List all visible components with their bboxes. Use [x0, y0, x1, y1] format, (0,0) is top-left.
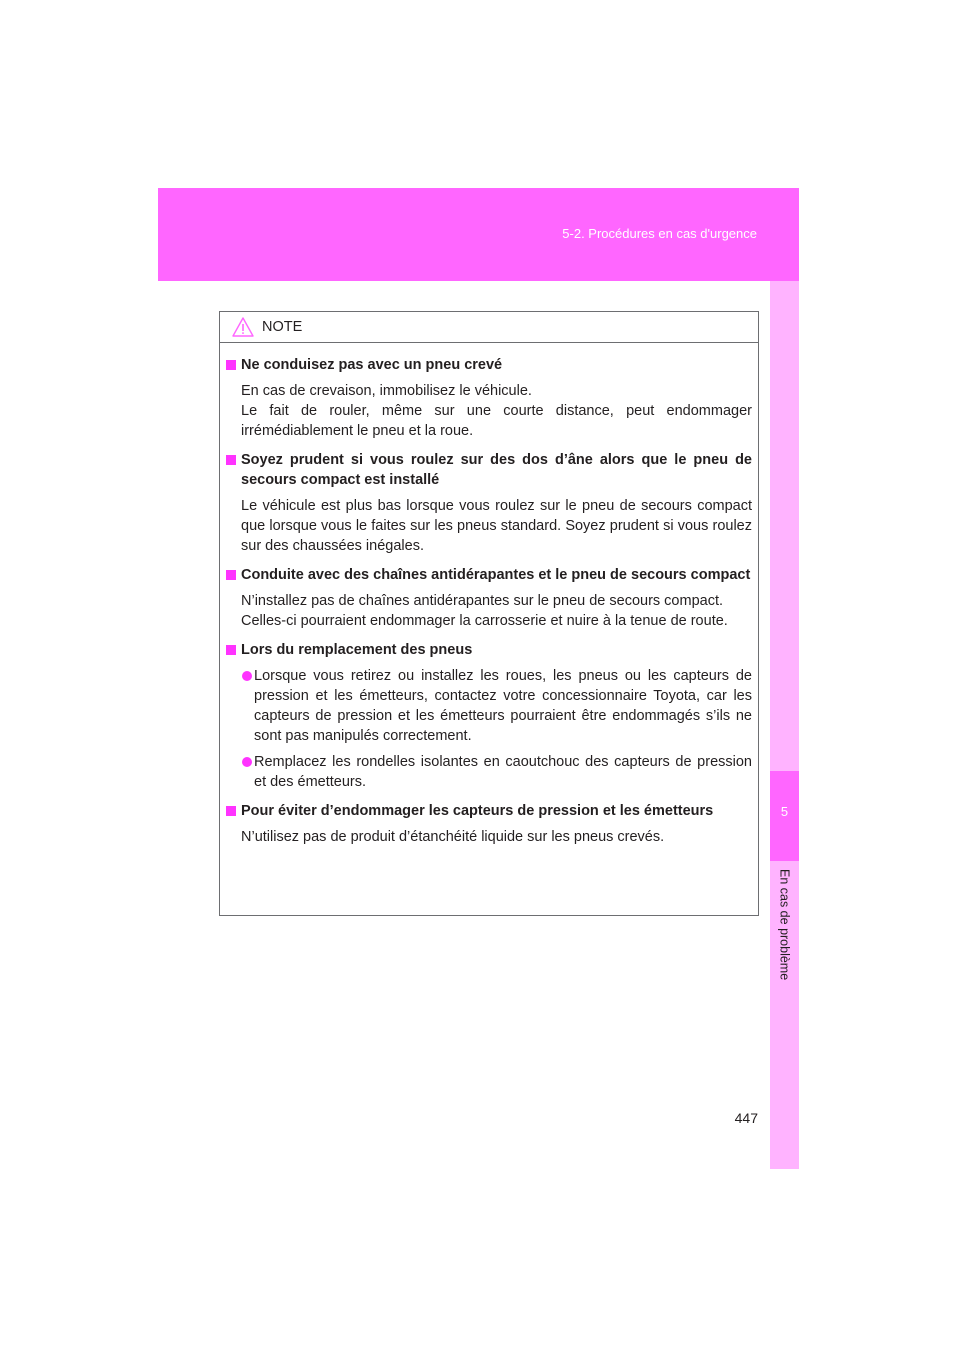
side-tab-upper: [770, 281, 799, 771]
note-box: [219, 311, 759, 916]
chapter-number: 5: [780, 804, 789, 819]
item-text: Le véhicule est plus bas lorsque vous roulez sur le pneu de secours compact que lorsque vous le faites sur les pneus standard. Soyez prudent si vous roulez sur des chaussées inégales.: [241, 498, 752, 554]
note-item: [226, 801, 752, 847]
item-bullet: Lorsque vous retirez ou installez les roues, les pneus ou les capteurs de pression et les émetteurs, contactez votre concessionnaire Toyota, car les capteurs de pression et les émetteurs pourraient être endommagés s’ils ne sont pas manipulés correctement.: [226, 666, 752, 746]
chapter-label: En cas de problème: [777, 869, 792, 981]
note-item: [226, 565, 752, 631]
item-heading: Conduite avec des chaînes antidérapantes et le pneu de secours compact: [226, 565, 752, 585]
note-body: [220, 343, 758, 847]
item-heading: Lors du remplacement des pneus: [226, 640, 752, 660]
circle-bullet-icon: [242, 757, 252, 767]
item-heading: Ne conduisez pas avec un pneu crevé: [226, 355, 752, 375]
item-heading: Soyez prudent si vous roulez sur des dos d’âne alors que le pneu de secours compact est installé: [226, 450, 752, 490]
note-item: [226, 355, 752, 441]
section-title: 5-2. Procédures en cas d'urgence: [562, 226, 757, 241]
square-bullet-icon: [226, 455, 236, 465]
square-bullet-icon: [226, 360, 236, 370]
note-title: NOTE: [262, 319, 303, 335]
square-bullet-icon: [226, 645, 236, 655]
item-bullet: Remplacez les rondelles isolantes en caoutchouc des capteurs de pression et des émetteurs.: [226, 752, 752, 792]
note-header: [220, 312, 758, 343]
note-item: [226, 450, 752, 556]
item-text: N’utilisez pas de produit d’étanchéité liquide sur les pneus crevés.: [241, 829, 665, 845]
note-item: [226, 640, 752, 792]
item-text: N’installez pas de chaînes antidérapantes sur le pneu de secours compact. Celles-ci pourraient endommager la carrosserie et nuire à la tenue de route.: [241, 593, 728, 629]
warning-triangle-icon: [232, 317, 254, 337]
circle-bullet-icon: [242, 671, 252, 681]
square-bullet-icon: [226, 806, 236, 816]
chapter-tab[interactable]: [770, 771, 799, 861]
header-band: [158, 188, 799, 281]
square-bullet-icon: [226, 570, 236, 580]
item-heading: Pour éviter d’endommager les capteurs de pression et les émetteurs: [226, 801, 752, 821]
page-number: 447: [734, 1110, 758, 1126]
item-text: En cas de crevaison, immobilisez le véhicule. Le fait de rouler, même sur une courte distance, peut endommager irrémédiablement le pneu et la roue.: [241, 383, 752, 439]
side-tab-lower: [770, 861, 799, 1169]
